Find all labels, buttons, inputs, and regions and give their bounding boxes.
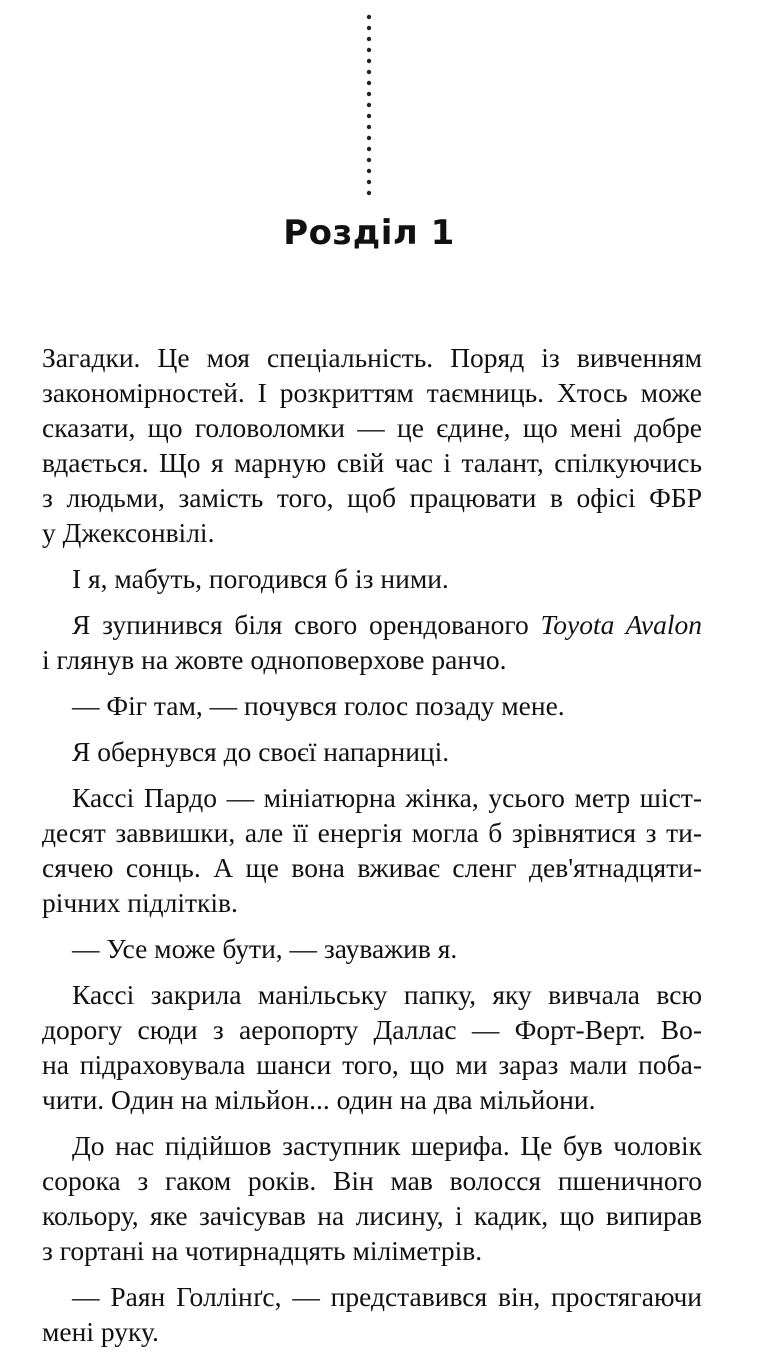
paragraph	[42, 734, 702, 769]
text-line: мені руку.	[42, 1316, 159, 1347]
chapter-body	[42, 340, 702, 1360]
text-line: дорогу сюди з аеропорту Даллас — Форт-Верт. Во-	[42, 1014, 702, 1045]
text-line: з людьми, замість того, щоб працювати в офісі ФБР	[42, 482, 702, 513]
italic-run: Toyota Avalon	[540, 609, 702, 640]
text-line: До нас підійшов заступник шерифа. Це був чоловік	[72, 1130, 702, 1161]
text-line: чити. Один на мільйон... один на два мільйони.	[42, 1084, 596, 1115]
paragraph	[42, 1279, 702, 1349]
paragraph	[42, 977, 702, 1117]
paragraph	[42, 340, 702, 550]
paragraph	[42, 561, 702, 596]
text-line: з гортані на чотирнадцять міліметрів.	[42, 1235, 483, 1266]
text-line	[42, 607, 702, 642]
text-line: Кассі закрила манільську папку, яку вивчала всю	[72, 979, 702, 1010]
text-line: Загадки. Це моя спеціальність. Поряд із вивченням	[42, 342, 702, 373]
text-run: і глянув на жовте одноповерхове ранчо.	[42, 644, 507, 675]
text-line: — Усе може бути, — зауважив я.	[72, 933, 458, 964]
dotted-divider-icon	[366, 14, 372, 204]
text-line: річних підлітків.	[42, 887, 238, 918]
text-line: у Джексонвілі.	[42, 517, 215, 548]
text-line: вдається. Що я марную свій час і талант, спілкуючись	[42, 447, 702, 478]
paragraph	[42, 780, 702, 920]
text-line: закономірностей. І розкриттям таємниць. Хтось може	[42, 377, 702, 408]
text-line: І я, мабуть, погодився б із ними.	[72, 563, 449, 594]
paragraph	[42, 1128, 702, 1268]
text-line: десят заввишки, але її енергія могла б зрівнятися з ти-	[42, 817, 702, 848]
chapter-title: Розділ 1	[283, 213, 455, 253]
text-line: — Раян Голлінґс, — представився він, простягаючи	[72, 1281, 702, 1312]
text-line: кольору, яке зачісував на лисину, і кадик, що випирав	[42, 1200, 702, 1231]
text-line: сказати, що головоломки — це єдине, що мені добре	[42, 412, 702, 443]
text-line	[42, 642, 702, 677]
text-line: сячею сонць. А ще вона вживає сленг дев'ятнадцяти-	[42, 852, 702, 883]
text-run: Я зупинився біля свого орендованого	[72, 609, 541, 640]
text-line: на підраховувала шанси того, що ми зараз мали поба-	[42, 1049, 702, 1080]
text-line: — Фіг там, — почувся голос позаду мене.	[72, 690, 565, 721]
text-line: сорока з гаком років. Він мав волосся пшеничного	[42, 1165, 702, 1196]
paragraph	[42, 688, 702, 723]
paragraph	[42, 931, 702, 966]
text-line: Кассі Пардо — мініатюрна жінка, усього метр шіст-	[72, 782, 702, 813]
paragraph	[42, 607, 702, 677]
text-line: Я обернувся до своєї напарниці.	[72, 736, 450, 767]
